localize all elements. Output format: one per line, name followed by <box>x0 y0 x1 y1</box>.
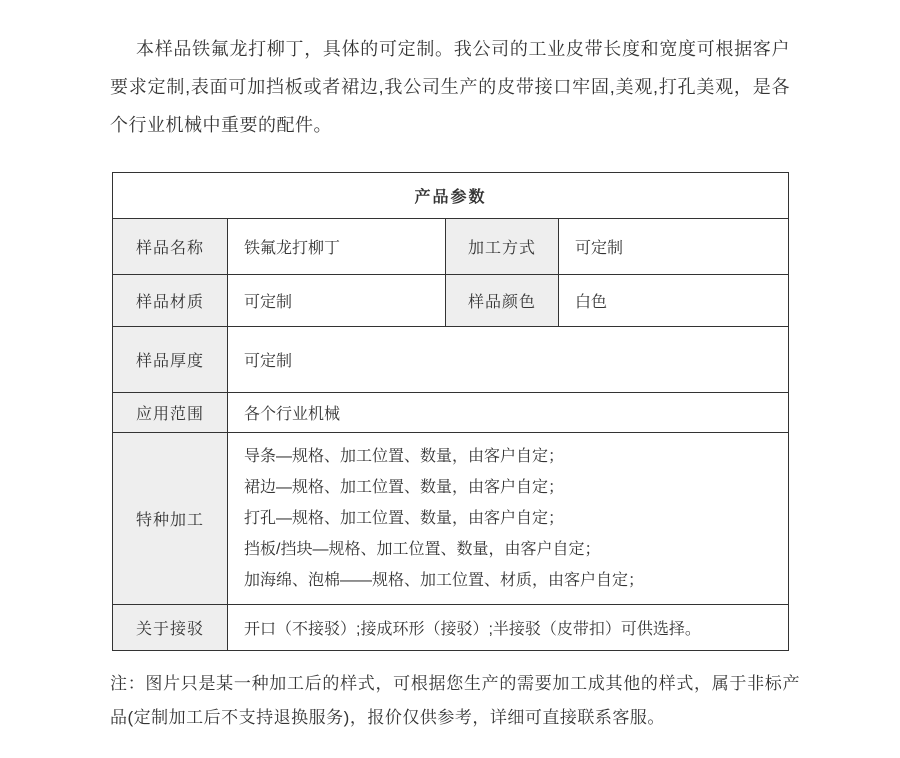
table-row <box>113 605 789 651</box>
intro-paragraph: 本样品铁氟龙打柳丁，具体的可定制。我公司的工业皮带长度和宽度可根据客户要求定制,表面可加挡板或者裙边,我公司生产的皮带接口牢固,美观,打孔美观，是各个行业机械中重要的配件。 <box>110 39 790 135</box>
value-sample-color: 白色 <box>559 275 789 327</box>
value-sample-thickness: 可定制 <box>228 327 789 393</box>
special-processing-line: 打孔—规格、加工位置、数量，由客户自定； <box>244 510 565 527</box>
table-row <box>113 275 789 327</box>
value-application-range: 各个行业机械 <box>228 393 789 433</box>
value-special-processing <box>228 433 789 605</box>
value-sample-material: 可定制 <box>228 275 446 327</box>
label-splicing: 关于接驳 <box>113 605 228 651</box>
label-application-range: 应用范围 <box>113 393 228 433</box>
label-processing-method: 加工方式 <box>446 219 559 275</box>
label-special-processing: 特种加工 <box>113 433 228 605</box>
label-sample-name: 样品名称 <box>113 219 228 275</box>
table-row <box>113 393 789 433</box>
special-processing-line: 加海绵、泡棉——规格、加工位置、材质，由客户自定； <box>244 572 645 589</box>
table-title: 产品参数 <box>113 173 789 219</box>
label-sample-material: 样品材质 <box>113 275 228 327</box>
table-row <box>113 433 789 605</box>
special-processing-line: 挡板/挡块—规格、加工位置、数量，由客户自定； <box>244 541 601 558</box>
special-processing-line: 裙边—规格、加工位置、数量，由客户自定； <box>244 479 565 496</box>
special-processing-line: 导条—规格、加工位置、数量，由客户自定； <box>244 448 565 465</box>
product-params-table <box>112 172 789 651</box>
table-row <box>113 219 789 275</box>
value-splicing: 开口（不接驳）;接成环形（接驳）;半接驳（皮带扣）可供选择。 <box>228 605 789 651</box>
label-sample-color: 样品颜色 <box>446 275 559 327</box>
value-processing-method: 可定制 <box>559 219 789 275</box>
table-title-row <box>113 173 789 219</box>
note-paragraph: 注：图片只是某一种加工后的样式，可根据您生产的需要加工成其他的样式，属于非标产品(定制加工后不支持退换服务)，报价仅供参考，详细可直接联系客服。 <box>110 674 800 727</box>
table-row <box>113 327 789 393</box>
value-sample-name: 铁氟龙打柳丁 <box>228 219 446 275</box>
label-sample-thickness: 样品厚度 <box>113 327 228 393</box>
